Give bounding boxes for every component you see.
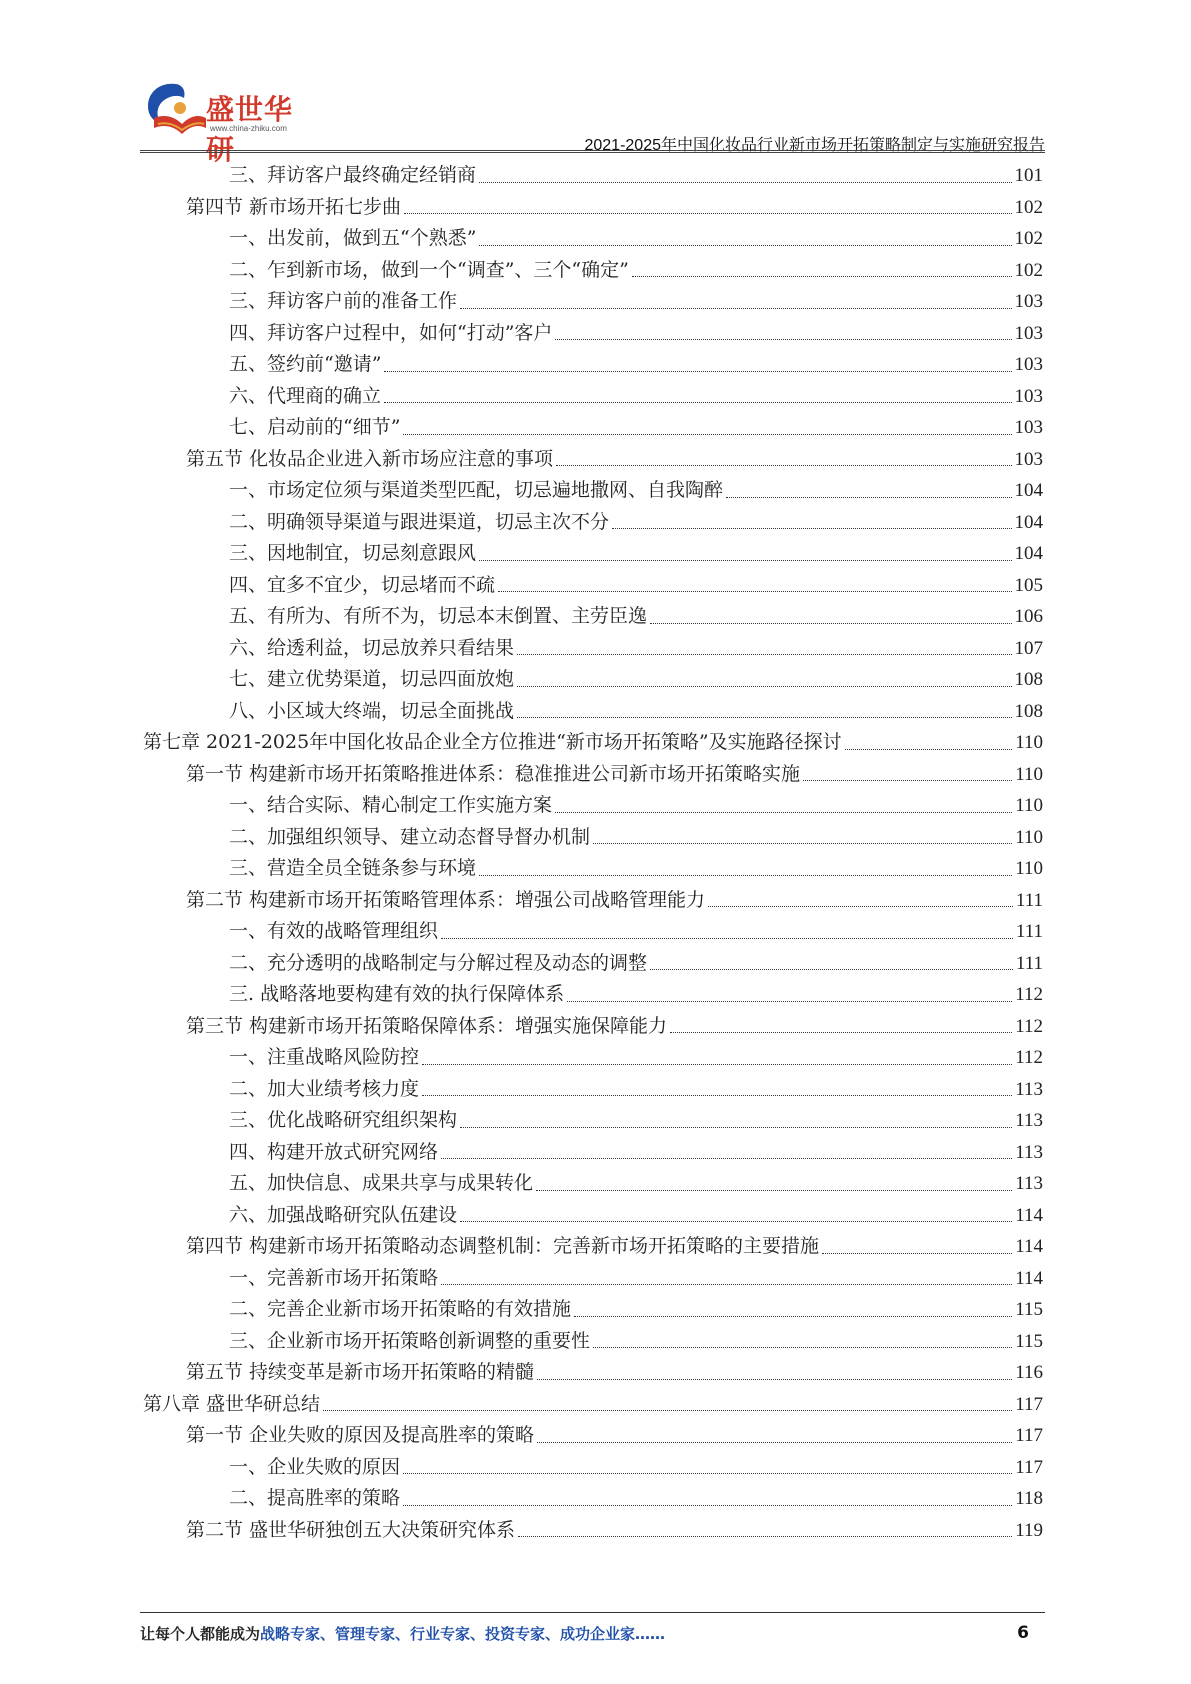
toc-entry-page: 101 [1014,165,1043,186]
toc-entry-title: 第四节 构建新市场开拓策略动态调整机制：完善新市场开拓策略的主要措施 [186,1235,820,1257]
toc-dot-leader [517,654,1011,655]
toc-entry[interactable] [143,853,1043,885]
toc-entry-page: 114 [1015,1204,1043,1226]
toc-entry[interactable] [143,1452,1043,1484]
page-header [140,78,1045,166]
toc-dot-leader [593,843,1012,844]
toc-entry-page: 113 [1015,1173,1043,1194]
toc-entry-title: 一、结合实际、精心制定工作实施方案 [229,794,553,816]
toc-dot-leader [845,749,1013,750]
toc-entry-title: 七、建立优势渠道，切忌四面放炮 [229,668,515,690]
toc-entry-page: 103 [1014,291,1043,312]
toc-dot-leader [404,213,1011,214]
toc-entry[interactable] [143,475,1043,507]
toc-entry-title: 三、企业新市场开拓策略创新调整的重要性 [229,1329,591,1352]
toc-entry-title: 四、构建开放式研究网络 [229,1140,439,1163]
toc-entry-page: 112 [1015,1047,1043,1068]
toc-entry[interactable] [143,538,1043,570]
toc-entry-title: 五、签约前“邀请” [229,353,382,375]
toc-dot-leader [537,1379,1012,1380]
toc-entry[interactable] [143,601,1043,633]
toc-entry-title: 三. 战略落地要构建有效的执行保障体系 [229,983,565,1005]
toc-entry[interactable] [143,1168,1043,1200]
toc-entry-title: 三、因地制宜，切忌刻意跟风 [229,542,477,564]
toc-entry-title: 第一节 构建新市场开拓策略推进体系：稳准推进公司新市场开拓策略实施 [186,762,801,785]
toc-entry-title: 第七章 2021-2025年中国化妆品企业全方位推进“新市场开拓策略”及实施路径探讨 [143,731,842,753]
toc-entry-page: 104 [1014,511,1043,533]
page-footer [140,1623,1045,1647]
toc-entry[interactable] [143,1483,1043,1515]
toc-entry[interactable] [143,979,1043,1011]
toc-entry-page: 115 [1015,1330,1043,1352]
toc-dot-leader [555,339,1011,340]
toc-entry[interactable] [143,318,1043,350]
toc-entry[interactable] [143,507,1043,539]
toc-dot-leader [460,1127,1012,1128]
toc-dot-leader [803,780,1012,781]
toc-dot-leader [479,182,1011,183]
toc-entry-title: 六、给透利益，切忌放养只看结果 [229,636,515,659]
table-of-contents [143,160,1043,1546]
toc-entry-title: 第三节 构建新市场开拓策略保障体系：增强实施保障能力 [186,1014,668,1037]
toc-entry-title: 二、加大业绩考核力度 [229,1077,420,1100]
toc-entry-title: 四、拜访客户过程中，如何“打动”客户 [229,321,553,344]
toc-dot-leader [323,1410,1012,1411]
toc-entry[interactable] [143,255,1043,287]
toc-entry-title: 二、明确领导渠道与跟进渠道，切忌主次不分 [229,510,610,533]
toc-entry-title: 三、优化战略研究组织架构 [229,1109,458,1131]
toc-entry[interactable] [143,948,1043,980]
toc-dot-leader [670,1032,1012,1033]
toc-entry[interactable] [143,822,1043,854]
toc-dot-leader [556,465,1011,466]
toc-entry-title: 三、拜访客户前的准备工作 [229,290,458,312]
toc-entry[interactable] [143,223,1043,255]
toc-dot-leader [403,1505,1012,1506]
toc-entry-page: 114 [1015,1236,1043,1257]
toc-entry[interactable] [143,160,1043,192]
toc-entry-page: 106 [1014,606,1043,627]
toc-entry-page: 110 [1015,732,1043,753]
toc-entry[interactable] [143,664,1043,696]
toc-dot-leader [403,1473,1012,1474]
toc-dot-leader [460,308,1011,309]
toc-entry-page: 110 [1015,763,1043,785]
toc-entry-page: 108 [1014,669,1043,690]
toc-entry[interactable] [143,192,1043,224]
toc-dot-leader [726,497,1011,498]
toc-entry[interactable] [143,349,1043,381]
toc-entry[interactable] [143,570,1043,602]
toc-entry-title: 二、完善企业新市场开拓策略的有效措施 [229,1298,572,1320]
toc-entry-page: 103 [1014,417,1043,438]
toc-entry-title: 七、启动前的“细节” [229,416,401,438]
toc-entry-title: 第一节 企业失败的原因及提高胜率的策略 [186,1424,535,1446]
toc-entry-page: 103 [1014,448,1043,470]
toc-entry-page: 104 [1014,543,1043,564]
toc-entry-title: 六、代理商的确立 [229,384,382,407]
toc-entry-page: 103 [1014,385,1043,407]
toc-entry-title: 第四节 新市场开拓七步曲 [186,195,402,218]
toc-dot-leader [612,528,1011,529]
toc-entry-page: 103 [1014,354,1043,375]
toc-dot-leader [574,1316,1012,1317]
toc-entry-title: 一、市场定位须与渠道类型匹配，切忌遍地撒网、自我陶醉 [229,479,724,501]
toc-entry[interactable] [143,1042,1043,1074]
toc-entry-page: 117 [1015,1425,1043,1446]
footer-slogan-highlight: 战略专家、管理专家、行业专家、投资专家、成功企业家…… [260,1625,666,1643]
report-title: 2021-2025年中国化妆品行业新市场开拓策略制定与实施研究报告 [584,137,1045,154]
toc-entry-title: 第二节 构建新市场开拓策略管理体系：增强公司战略管理能力 [186,888,706,911]
toc-dot-leader [441,938,1013,939]
toc-entry[interactable] [143,412,1043,444]
toc-entry-title: 一、企业失败的原因 [229,1455,401,1478]
toc-entry-page: 113 [1015,1110,1043,1131]
toc-entry-title: 一、完善新市场开拓策略 [229,1266,439,1289]
toc-entry[interactable] [143,916,1043,948]
toc-entry-page: 119 [1015,1519,1043,1541]
toc-dot-leader [518,1536,1012,1537]
toc-entry-page: 117 [1015,1393,1043,1415]
toc-entry-page: 105 [1014,574,1043,596]
toc-dot-leader [479,245,1011,246]
toc-entry-title: 一、出发前，做到五“个熟悉” [229,227,477,249]
toc-entry[interactable] [143,696,1043,728]
footer-slogan-lead: 让每个人都能成为 [140,1625,261,1643]
toc-entry-title: 二、加强组织领导、建立动态督导督办机制 [229,825,591,848]
toc-entry[interactable] [143,1389,1043,1421]
toc-entry[interactable] [143,286,1043,318]
toc-entry-page: 116 [1015,1362,1043,1383]
toc-entry[interactable] [143,633,1043,665]
toc-entry-title: 五、有所为、有所不为，切忌本末倒置、主劳臣逸 [229,605,648,627]
toc-dot-leader [422,1064,1012,1065]
toc-entry[interactable] [143,381,1043,413]
toc-entry[interactable] [143,759,1043,791]
toc-entry-title: 六、加强战略研究队伍建设 [229,1203,458,1226]
toc-entry-page: 114 [1015,1267,1043,1289]
toc-entry-page: 102 [1014,259,1043,281]
toc-entry-page: 104 [1014,480,1043,501]
toc-dot-leader [650,969,1013,970]
toc-entry[interactable] [143,1294,1043,1326]
company-logo [140,78,315,166]
toc-entry-title: 第八章 盛世华研总结 [143,1392,321,1415]
toc-entry[interactable] [143,1200,1043,1232]
toc-entry-page: 110 [1015,795,1043,816]
toc-entry-title: 四、宜多不宜少，切忌堵而不疏 [229,573,496,596]
toc-entry-title: 八、小区域大终端，切忌全面挑战 [229,699,515,722]
toc-dot-leader [422,1095,1012,1096]
toc-entry-title: 五、加快信息、成果共享与成果转化 [229,1172,534,1194]
toc-entry-page: 117 [1015,1456,1043,1478]
toc-entry-title: 一、有效的战略管理组织 [229,920,439,942]
toc-entry-page: 118 [1015,1488,1043,1509]
toc-entry-page: 103 [1014,322,1043,344]
toc-dot-leader [708,906,1013,907]
toc-dot-leader [441,1284,1012,1285]
toc-entry[interactable] [143,1137,1043,1169]
toc-entry-title: 一、注重战略风险防控 [229,1046,420,1068]
toc-entry-page: 112 [1015,984,1043,1005]
toc-dot-leader [384,402,1011,403]
logo-book-icon [140,78,210,144]
toc-dot-leader [460,1221,1012,1222]
toc-dot-leader [479,875,1012,876]
toc-entry[interactable] [143,1326,1043,1358]
toc-entry[interactable] [143,1263,1043,1295]
toc-entry-page: 102 [1014,196,1043,218]
toc-entry-page: 110 [1015,858,1043,879]
toc-entry[interactable] [143,885,1043,917]
toc-dot-leader [479,560,1011,561]
toc-dot-leader [555,812,1012,813]
toc-entry-page: 113 [1015,1141,1043,1163]
toc-entry-title: 第二节 盛世华研独创五大决策研究体系 [186,1518,516,1541]
toc-dot-leader [822,1253,1012,1254]
toc-entry[interactable] [143,1231,1043,1263]
toc-entry[interactable] [143,1515,1043,1547]
toc-entry-title: 三、拜访客户最终确定经销商 [229,164,477,186]
toc-entry-title: 第五节 持续变革是新市场开拓策略的精髓 [186,1361,535,1383]
toc-dot-leader [498,591,1011,592]
toc-dot-leader [536,1190,1012,1191]
toc-entry-page: 108 [1014,700,1043,722]
toc-entry-title: 三、营造全员全链条参与环境 [229,857,477,879]
toc-entry[interactable] [143,1357,1043,1389]
footer-divider [140,1612,1045,1613]
toc-entry[interactable] [143,790,1043,822]
toc-entry-page: 111 [1015,889,1043,911]
toc-dot-leader [632,276,1012,277]
logo-url: www.china-zhiku.com [210,124,287,133]
page-number: 6 [1017,1623,1029,1643]
toc-entry[interactable] [143,444,1043,476]
toc-entry[interactable] [143,727,1043,759]
toc-dot-leader [650,623,1011,624]
toc-entry-title: 二、乍到新市场，做到一个“调查”、三个“确定” [229,258,629,281]
toc-entry-page: 110 [1015,826,1043,848]
toc-entry[interactable] [143,1074,1043,1106]
toc-entry[interactable] [143,1105,1043,1137]
toc-entry-title: 二、提高胜率的策略 [229,1487,401,1509]
toc-dot-leader [517,717,1011,718]
toc-entry-page: 115 [1015,1299,1043,1320]
toc-dot-leader [593,1347,1012,1348]
toc-entry-title: 第五节 化妆品企业进入新市场应注意的事项 [186,447,554,470]
toc-entry-title: 二、充分透明的战略制定与分解过程及动态的调整 [229,951,648,974]
toc-entry[interactable] [143,1420,1043,1452]
toc-entry-page: 113 [1015,1078,1043,1100]
toc-entry-page: 111 [1015,952,1043,974]
toc-dot-leader [517,686,1011,687]
toc-dot-leader [567,1001,1012,1002]
toc-entry[interactable] [143,1011,1043,1043]
header-divider [140,150,1045,153]
toc-dot-leader [403,434,1011,435]
toc-entry-page: 107 [1014,637,1043,659]
toc-entry-page: 112 [1015,1015,1043,1037]
toc-dot-leader [537,1442,1012,1443]
toc-dot-leader [384,371,1011,372]
toc-dot-leader [441,1158,1012,1159]
logo-name: 盛世华研 [206,93,294,166]
toc-entry-page: 102 [1014,228,1043,249]
toc-entry-page: 111 [1015,921,1043,942]
